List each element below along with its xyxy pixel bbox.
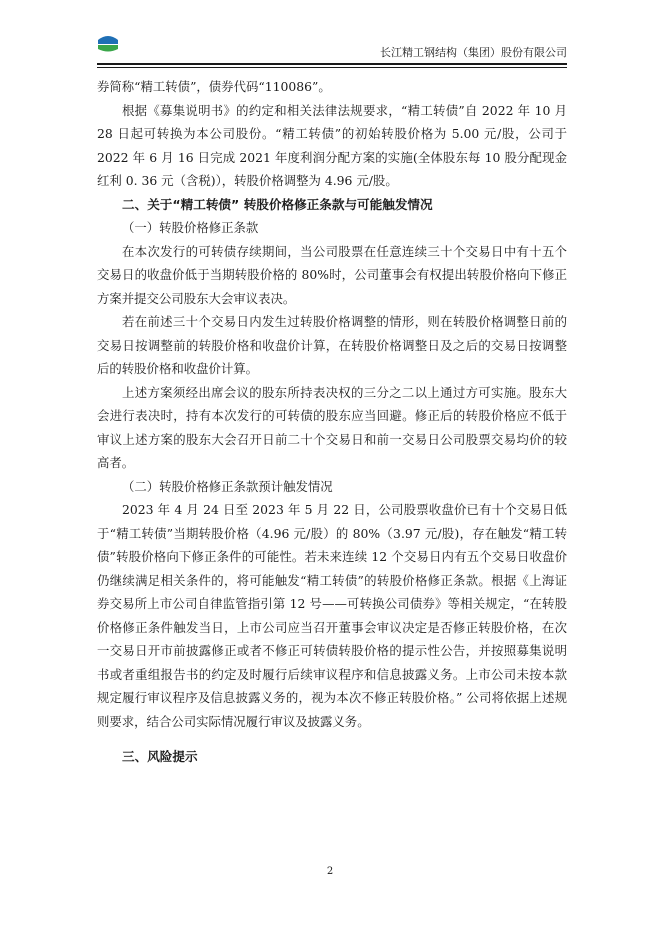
document-body [97, 75, 567, 769]
paragraph-bond-code: 券简称“精工转债”，债券代码“110086”。 [97, 79, 331, 94]
header-rule-thin [97, 67, 567, 68]
header-rule-thick [97, 63, 567, 65]
section-heading-price-revision: 二、关于“精工转债” 转股价格修正条款与可能触发情况 [122, 196, 433, 212]
section-heading-risk-warning: 三、风险提示 [122, 749, 198, 764]
paragraph-trigger-situation: 2023 年 4 月 24 日至 2023 年 5 月 22 日，公司股票收盘价已有十个交易日低于“精工转债”当期转股价格（4.96 元/股）的 80%（3.97 元/股)，存在触发“精工转债”转股价格向下修正条件的可能性。若未来连续 12 个交易日内有五个交易日收盘价仍继续满足相关条件的，将可能触发“精工转债”的转股价格修正条款。根据《上海证券交易所上市公司自律监管指引第 12 号——可转换公司债券》等相关规定，“在转股价格修正条件触发当日，上市公司应当召开董事会审议决定是否修正转股价格，在次一交易日开市前披露修正或者不修正可转债转股价格的提示性公告，并按照募集说明书或者重组报告书的约定及时履行后续审议程序和信息披露义务。上市公司未按本款规定履行审议程序及信息披露义务的，视为本次不修正转股价格。” 公司将依据上述规则要求，结合公司实际情况履行审议及披露义务。 [97, 502, 567, 729]
paragraph-revision-clause: 在本次发行的可转债存续期间，当公司股票在任意连续三十个交易日中有十五个交易日的收盘价低于当期转股价格的 80%时，公司董事会有权提出转股价格向下修正方案并提交公司股东大会审议表决。 [97, 243, 567, 306]
paragraph-adjustment-rule: 若在前述三十个交易日内发生过转股价格调整的情形，则在转股价格调整日前的交易日按调整前的转股价格和收盘价计算，在转股价格调整日及之后的交易日按调整后的转股价格和收盘价计算。 [97, 314, 567, 376]
header-company-name: 长江精工钢结构（集团）股份有限公司 [380, 46, 567, 59]
subsection-heading-revision-clause: （一）转股价格修正条款 [122, 220, 259, 235]
subsection-heading-trigger-situation: （二）转股价格修正条款预计触发情况 [122, 478, 333, 494]
paragraph-conversion-price: 根据《募集说明书》的约定和相关法律法规要求，“精工转债”自 2022 年 10 月 28 日起可转换为本公司股份。“精工转债”的初始转股价格为 5.00 元/股，公司于 2022 年 6 月 16 日完成 2021 年度利润分配方案的实施(全体股东每 10 股分配现金红利 0. 36 元（含税)），转股价格调整为 4.96 元/股。 [97, 102, 567, 188]
company-logo-icon [97, 30, 119, 56]
section-gap [97, 733, 567, 745]
page-header [97, 30, 567, 64]
paragraph-approval-rule: 上述方案须经出席会议的股东所持表决权的三分之二以上通过方可实施。股东大会进行表决时，持有本次发行的可转债的股东应当回避。修正后的转股价格应不低于审议上述方案的股东大会召开日前二十个交易日和前一交易日公司股票交易均价的较高者。 [97, 384, 567, 470]
page-number: 2 [326, 866, 334, 877]
